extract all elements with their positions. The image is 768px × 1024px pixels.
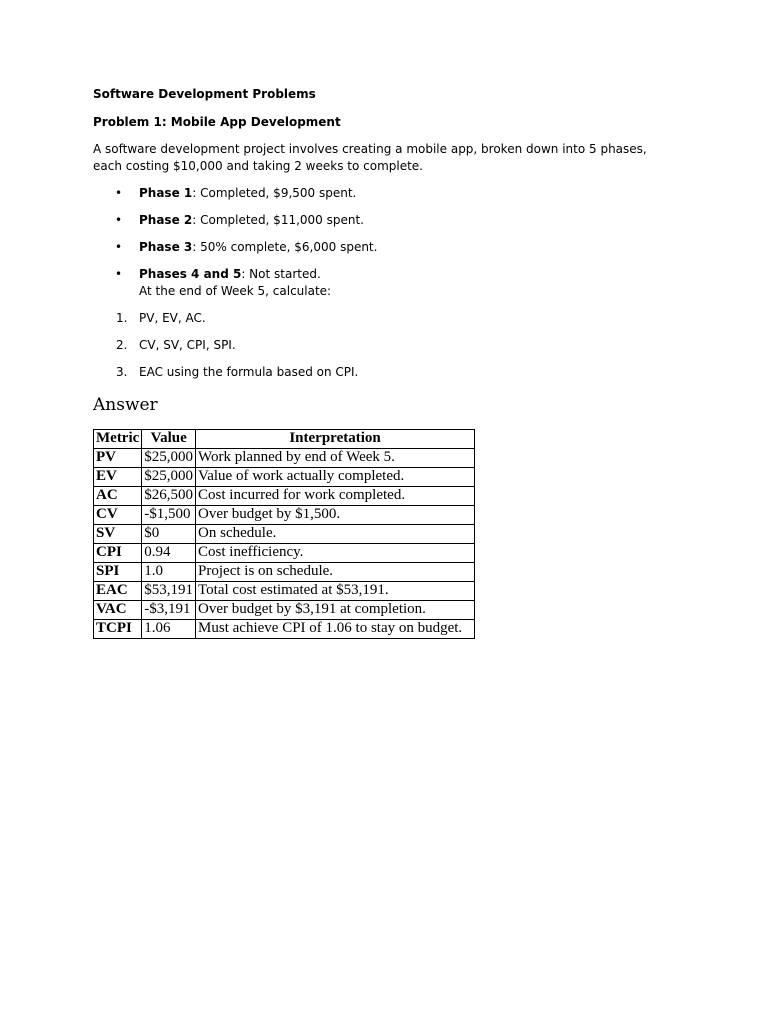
phase-name: Phase 2 (139, 213, 193, 227)
table-row (94, 620, 475, 639)
question-item (93, 337, 678, 354)
interpretation-cell: Work planned by end of Week 5. (196, 449, 475, 468)
header-metric: Metric (94, 430, 142, 449)
metric-cell: VAC (94, 601, 142, 620)
metric-cell: TCPI (94, 620, 142, 639)
value-cell: 0.94 (142, 544, 196, 563)
metric-cell: EAC (94, 582, 142, 601)
question-text: CV, SV, CPI, SPI. (139, 338, 236, 352)
metric-cell: EV (94, 468, 142, 487)
phase-name: Phase 1 (139, 186, 193, 200)
interpretation-cell: Must achieve CPI of 1.06 to stay on budget. (196, 620, 475, 639)
question-number: 2. (116, 338, 128, 352)
table-row (94, 468, 475, 487)
value-cell: $25,000 (142, 449, 196, 468)
question-item (93, 310, 678, 327)
interpretation-cell: Project is on schedule. (196, 563, 475, 582)
problem-intro: A software development project involves creating a mobile app, broken down into 5 phases, each costing $10,000 and taking 2 weeks to complete. (93, 142, 647, 173)
bullet-icon: • (115, 213, 123, 227)
answer-table (93, 429, 475, 639)
phase-status: : 50% complete, $6,000 spent. (192, 240, 378, 254)
metric-cell: SV (94, 525, 142, 544)
value-cell: 1.06 (142, 620, 196, 639)
answer-heading: Answer (93, 395, 158, 415)
header-value: Value (142, 430, 196, 449)
metric-cell: CV (94, 506, 142, 525)
value-cell: $25,000 (142, 468, 196, 487)
interpretation-cell: Total cost estimated at $53,191. (196, 582, 475, 601)
question-text: EAC using the formula based on CPI. (139, 365, 359, 379)
bullet-icon: • (115, 240, 123, 254)
table-row (94, 601, 475, 620)
phase-status: : Completed, $11,000 spent. (192, 213, 364, 227)
metric-cell: SPI (94, 563, 142, 582)
question-number: 3. (116, 365, 128, 379)
table-row (94, 582, 475, 601)
question-item (93, 364, 678, 381)
value-cell: -$3,191 (142, 601, 196, 620)
phase-item (93, 239, 678, 256)
calculate-instruction: At the end of Week 5, calculate: (139, 284, 332, 298)
phase-name: Phases 4 and 5 (139, 267, 242, 281)
interpretation-cell: Over budget by $1,500. (196, 506, 475, 525)
value-cell: 1.0 (142, 563, 196, 582)
phase-item (93, 185, 678, 202)
interpretation-cell: On schedule. (196, 525, 475, 544)
interpretation-cell: Over budget by $3,191 at completion. (196, 601, 475, 620)
question-text: PV, EV, AC. (139, 311, 206, 325)
question-list (93, 310, 678, 381)
document-title: Software Development Problems (93, 87, 316, 101)
table-row (94, 544, 475, 563)
table-row (94, 563, 475, 582)
value-cell: $26,500 (142, 487, 196, 506)
document-page (93, 86, 678, 639)
interpretation-cell: Cost inefficiency. (196, 544, 475, 563)
problem-title: Problem 1: Mobile App Development (93, 115, 341, 129)
question-number: 1. (116, 311, 128, 325)
phase-status: : Not started. (241, 267, 321, 281)
bullet-icon: • (115, 186, 123, 200)
phase-name: Phase 3 (139, 240, 193, 254)
metric-cell: PV (94, 449, 142, 468)
table-row (94, 506, 475, 525)
table-row (94, 487, 475, 506)
phase-item (93, 212, 678, 229)
table-row (94, 525, 475, 544)
table-header-row (94, 430, 475, 449)
value-cell: $53,191 (142, 582, 196, 601)
metric-cell: CPI (94, 544, 142, 563)
table-row (94, 449, 475, 468)
bullet-icon: • (115, 267, 123, 281)
value-cell: -$1,500 (142, 506, 196, 525)
interpretation-cell: Value of work actually completed. (196, 468, 475, 487)
value-cell: $0 (142, 525, 196, 544)
phase-status: : Completed, $9,500 spent. (192, 186, 357, 200)
phase-item (93, 266, 678, 300)
metric-cell: AC (94, 487, 142, 506)
phase-list (93, 185, 678, 300)
header-interpretation: Interpretation (196, 430, 475, 449)
interpretation-cell: Cost incurred for work completed. (196, 487, 475, 506)
